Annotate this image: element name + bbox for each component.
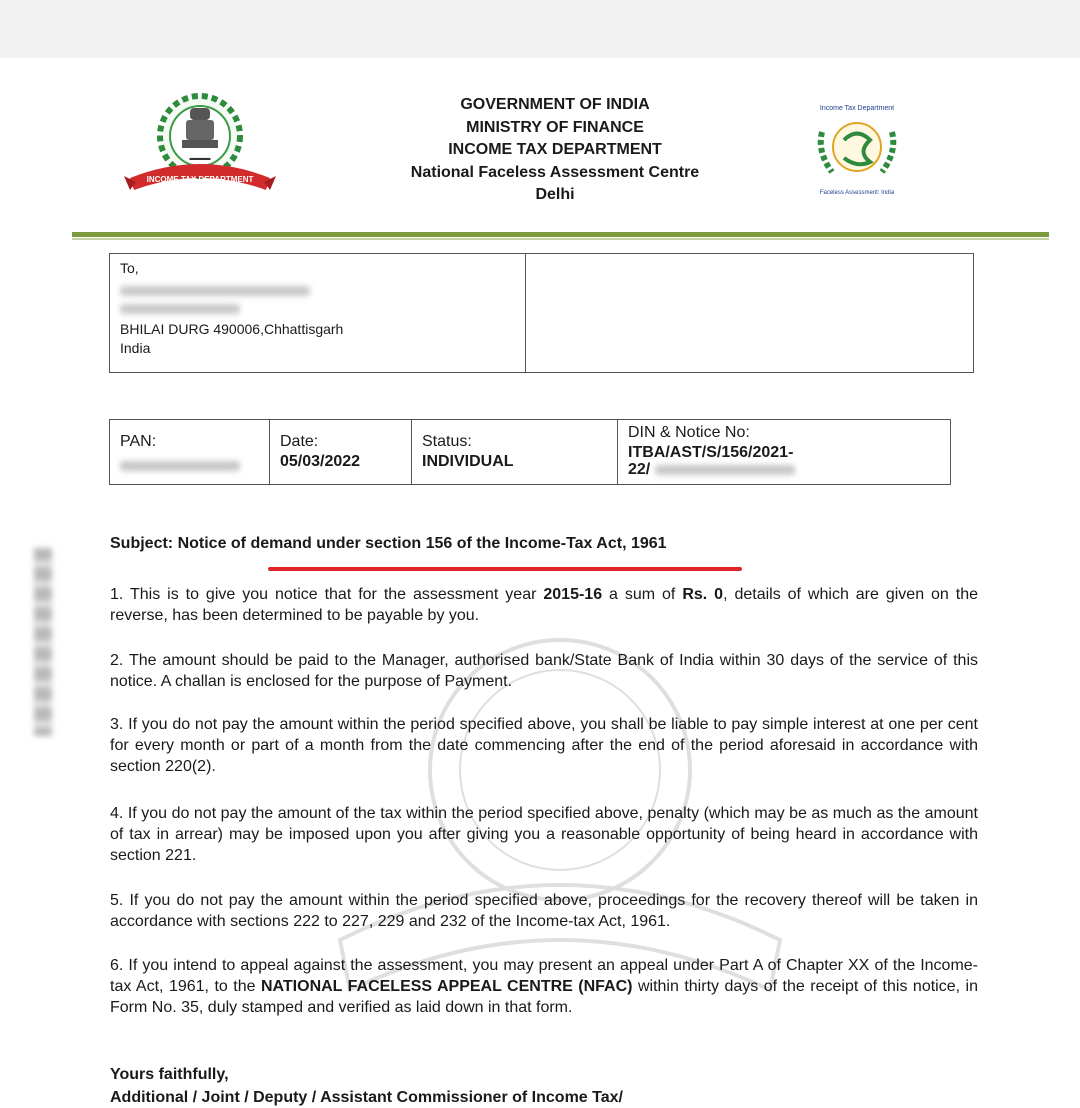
header-line-department: INCOME TAX DEPARTMENT [448,141,662,158]
closing-designation: Additional / Joint / Deputy / Assistant Commissioner of Income Tax/ [110,1089,623,1106]
p1-assessment-year: 2015-16 [543,586,603,603]
address-city-line: BHILAI DURG 490006,Chhattisgarh [120,321,344,337]
header-divider-light [72,238,1049,240]
redacted-side-stamp [34,548,52,736]
faceless-assessment-logo-icon [782,92,932,202]
paragraph-2: 2. The amount should be paid to the Manager, authorised bank/State Bank of India within 30 days of the service of this notice. A challan is enclosed for the purpose of Payment. [110,652,978,690]
address-box [109,253,974,373]
pan-label: PAN: [120,433,157,450]
status-cell [412,420,618,484]
p1-text-b: a sum of [602,586,683,603]
din-value-line1: ITBA/AST/S/156/2021- [628,444,794,461]
header-block [360,94,750,207]
date-cell [270,420,412,484]
paragraph-5: 5. If you do not pay the amount within the period specified above, proceedings for the recovery thereof will be taken in accordance with sections 222 to 227, 229 and 232 of the Income-tax Act, 1961. [110,892,978,930]
header-line-centre: National Faceless Assessment Centre [410,163,700,181]
date-label: Date: [280,433,319,450]
header-divider [72,232,1049,237]
redacted-pan [120,461,240,471]
redacted-street [120,304,240,314]
pan-cell [110,420,270,484]
address-to-label: To, [120,260,139,276]
din-value-line2-wrap [628,463,940,477]
header-line-government: GOVERNMENT OF INDIA [460,96,650,113]
notice-info-table [109,419,951,485]
paragraph-1 [110,584,978,626]
paragraph-4: 4. If you do not pay the amount of the tax within the period specified above, penalty (which may be as much as the amount of tax in arrear) may be imposed upon you after giving you a reasonable opportunity of being heard in accordance with section 221. [110,805,978,864]
subject-highlight-underline [268,567,742,571]
p6-nfac: NATIONAL FACELESS APPEAL CENTRE (NFAC) [260,978,633,995]
status-label: Status: [422,433,472,450]
recipient-address [110,254,526,372]
logo-caption: Faceless Assessment: India [819,190,895,196]
emblem-banner-text: INCOME TAX DEPARTMENT [146,175,254,184]
redacted-din [655,465,795,475]
paragraph-3: 3. If you do not pay the amount within the period specified above, you shall be liable to pay simple interest at one per cent for every month or part of a month from the date commencing after the end of the period aforesaid in accordance with section 220(2). [110,716,978,775]
header-line-ministry: MINISTRY OF FINANCE [466,118,644,136]
paragraph-6 [110,955,978,1018]
date-value: 05/03/2022 [280,453,361,470]
din-label: DIN & Notice No: [628,424,750,441]
p1-text-a: 1. This is to give you notice that for the assessment year [110,586,544,603]
top-band [0,0,1080,58]
header-line-city: Delhi [535,186,575,203]
p6-text-b: within thirty days of the receipt of this notice, in Form No. 35, duly stamped and verified as laid down in that form. [110,978,978,1016]
svg-text:▬▬▬: ▬▬▬ [189,155,211,162]
p1-amount: Rs. 0 [682,586,724,603]
notice-subject: Subject: Notice of demand under section 156 of the Income-Tax Act, 1961 [110,535,667,552]
p6-text-a: 6. If you intend to appeal against the assessment, you may present an appeal under Part A of Chapter XX of the Income-tax Act, 1961, to the [110,957,978,995]
logo-arc-text: Income Tax Department [819,105,895,112]
address-country: India [120,340,151,356]
redacted-name [120,286,310,296]
income-tax-department-emblem-icon [120,90,280,200]
address-right-blank [526,254,973,372]
din-cell [618,420,950,484]
closing-salutation: Yours faithfully, [110,1066,229,1083]
status-value: INDIVIDUAL [422,453,514,470]
p1-text-c: , details of which are given on the reverse, has been determined to be payable by you. [110,586,979,624]
din-value-line2: 22/ [628,461,651,478]
